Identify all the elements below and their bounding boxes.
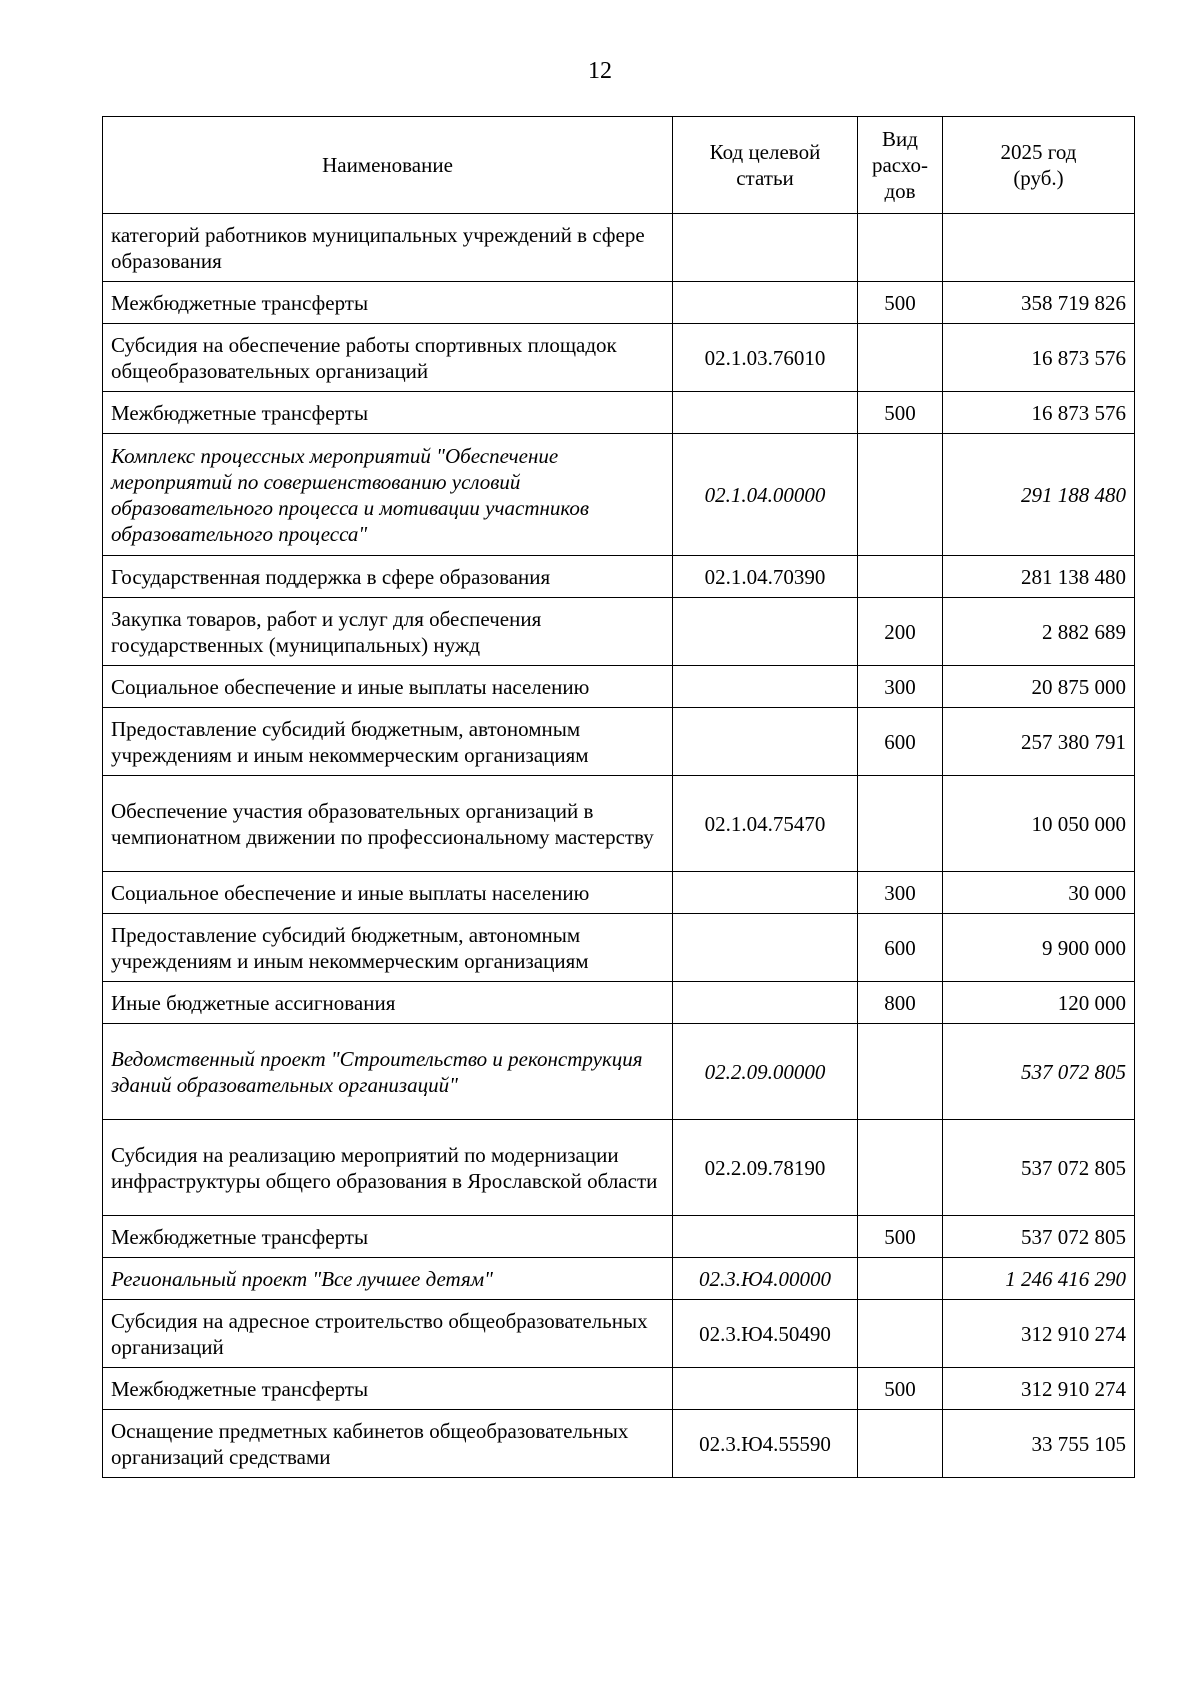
row-kind: 600 bbox=[858, 914, 943, 982]
row-name: Предоставление субсидий бюджетным, автономным учреждениям и иным некоммерческим организациям bbox=[103, 914, 673, 982]
budget-table bbox=[102, 116, 1135, 1478]
row-name: Социальное обеспечение и иные выплаты населению bbox=[103, 872, 673, 914]
row-name: Межбюджетные трансферты bbox=[103, 392, 673, 434]
row-name: категорий работников муниципальных учреждений в сфере образования bbox=[103, 214, 673, 282]
row-kind bbox=[858, 324, 943, 392]
row-name: Закупка товаров, работ и услуг для обеспечения государственных (муниципальных) нужд bbox=[103, 598, 673, 666]
row-kind: 300 bbox=[858, 872, 943, 914]
row-kind bbox=[858, 1300, 943, 1368]
row-name: Ведомственный проект "Строительство и реконструкция зданий образовательных организаций" bbox=[103, 1024, 673, 1120]
row-code: 02.2.09.78190 bbox=[673, 1120, 858, 1216]
row-kind bbox=[858, 214, 943, 282]
row-amount: 537 072 805 bbox=[943, 1024, 1135, 1120]
row-amount: 358 719 826 bbox=[943, 282, 1135, 324]
table-row bbox=[103, 982, 1135, 1024]
row-amount: 537 072 805 bbox=[943, 1120, 1135, 1216]
row-kind: 500 bbox=[858, 1216, 943, 1258]
row-code bbox=[673, 282, 858, 324]
row-code bbox=[673, 392, 858, 434]
row-name: Межбюджетные трансферты bbox=[103, 282, 673, 324]
header-kind: Вид расхо- дов bbox=[858, 117, 943, 214]
row-kind bbox=[858, 556, 943, 598]
row-amount: 281 138 480 bbox=[943, 556, 1135, 598]
row-name: Иные бюджетные ассигнования bbox=[103, 982, 673, 1024]
row-kind: 200 bbox=[858, 598, 943, 666]
table-row bbox=[103, 1410, 1135, 1478]
table-row bbox=[103, 214, 1135, 282]
row-amount: 312 910 274 bbox=[943, 1300, 1135, 1368]
table-row bbox=[103, 914, 1135, 982]
row-amount: 10 050 000 bbox=[943, 776, 1135, 872]
table-row bbox=[103, 776, 1135, 872]
row-name: Предоставление субсидий бюджетным, автономным учреждениям и иным некоммерческим организациям bbox=[103, 708, 673, 776]
row-kind: 500 bbox=[858, 1368, 943, 1410]
row-kind: 500 bbox=[858, 282, 943, 324]
table-header-row bbox=[103, 117, 1135, 214]
row-amount: 20 875 000 bbox=[943, 666, 1135, 708]
row-code bbox=[673, 708, 858, 776]
table-row-section bbox=[103, 1258, 1135, 1300]
row-amount: 16 873 576 bbox=[943, 324, 1135, 392]
row-name: Государственная поддержка в сфере образования bbox=[103, 556, 673, 598]
row-amount: 291 188 480 bbox=[943, 434, 1135, 556]
row-name: Комплекс процессных мероприятий "Обеспечение мероприятий по совершенствованию условий образовательного процесса и мотивации участников образовательного процесса" bbox=[103, 434, 673, 556]
table-row bbox=[103, 872, 1135, 914]
row-name: Субсидия на обеспечение работы спортивных площадок общеобразовательных организаций bbox=[103, 324, 673, 392]
row-amount bbox=[943, 214, 1135, 282]
row-amount: 16 873 576 bbox=[943, 392, 1135, 434]
row-kind: 600 bbox=[858, 708, 943, 776]
table-row bbox=[103, 282, 1135, 324]
table-row-section bbox=[103, 434, 1135, 556]
row-amount: 2 882 689 bbox=[943, 598, 1135, 666]
row-amount: 9 900 000 bbox=[943, 914, 1135, 982]
row-code: 02.3.Ю4.00000 bbox=[673, 1258, 858, 1300]
table-row bbox=[103, 1120, 1135, 1216]
row-amount: 30 000 bbox=[943, 872, 1135, 914]
row-kind bbox=[858, 1258, 943, 1300]
row-amount: 1 246 416 290 bbox=[943, 1258, 1135, 1300]
row-kind: 800 bbox=[858, 982, 943, 1024]
table-row bbox=[103, 556, 1135, 598]
row-code: 02.2.09.00000 bbox=[673, 1024, 858, 1120]
row-kind bbox=[858, 1410, 943, 1478]
row-code bbox=[673, 1368, 858, 1410]
row-kind: 300 bbox=[858, 666, 943, 708]
row-name: Субсидия на адресное строительство общеобразовательных организаций bbox=[103, 1300, 673, 1368]
row-amount: 33 755 105 bbox=[943, 1410, 1135, 1478]
row-name: Обеспечение участия образовательных организаций в чемпионатном движении по профессиональному мастерству bbox=[103, 776, 673, 872]
table-row bbox=[103, 1216, 1135, 1258]
header-name: Наименование bbox=[103, 117, 673, 214]
table-row-section bbox=[103, 1024, 1135, 1120]
row-code bbox=[673, 598, 858, 666]
page-number: 12 bbox=[588, 58, 612, 84]
header-code: Код целевой статьи bbox=[673, 117, 858, 214]
row-name: Субсидия на реализацию мероприятий по модернизации инфраструктуры общего образования в Ярославской области bbox=[103, 1120, 673, 1216]
table-row bbox=[103, 392, 1135, 434]
row-code bbox=[673, 1216, 858, 1258]
table-row bbox=[103, 666, 1135, 708]
row-amount: 312 910 274 bbox=[943, 1368, 1135, 1410]
row-code: 02.1.04.70390 bbox=[673, 556, 858, 598]
row-code bbox=[673, 666, 858, 708]
table-row bbox=[103, 1300, 1135, 1368]
row-name: Межбюджетные трансферты bbox=[103, 1216, 673, 1258]
row-kind bbox=[858, 1024, 943, 1120]
row-name: Межбюджетные трансферты bbox=[103, 1368, 673, 1410]
row-code: 02.1.04.00000 bbox=[673, 434, 858, 556]
row-code: 02.1.03.76010 bbox=[673, 324, 858, 392]
row-code: 02.3.Ю4.50490 bbox=[673, 1300, 858, 1368]
header-amount: 2025 год (руб.) bbox=[943, 117, 1135, 214]
table-row bbox=[103, 324, 1135, 392]
row-kind bbox=[858, 776, 943, 872]
row-code bbox=[673, 872, 858, 914]
table-row bbox=[103, 708, 1135, 776]
row-code bbox=[673, 214, 858, 282]
row-kind: 500 bbox=[858, 392, 943, 434]
row-amount: 120 000 bbox=[943, 982, 1135, 1024]
row-name: Социальное обеспечение и иные выплаты населению bbox=[103, 666, 673, 708]
row-name: Оснащение предметных кабинетов общеобразовательных организаций средствами bbox=[103, 1410, 673, 1478]
table-row bbox=[103, 598, 1135, 666]
row-code: 02.3.Ю4.55590 bbox=[673, 1410, 858, 1478]
row-kind bbox=[858, 434, 943, 556]
row-code bbox=[673, 914, 858, 982]
row-amount: 537 072 805 bbox=[943, 1216, 1135, 1258]
table-row bbox=[103, 1368, 1135, 1410]
row-kind bbox=[858, 1120, 943, 1216]
row-amount: 257 380 791 bbox=[943, 708, 1135, 776]
row-code: 02.1.04.75470 bbox=[673, 776, 858, 872]
row-name: Региональный проект "Все лучшее детям" bbox=[103, 1258, 673, 1300]
row-code bbox=[673, 982, 858, 1024]
